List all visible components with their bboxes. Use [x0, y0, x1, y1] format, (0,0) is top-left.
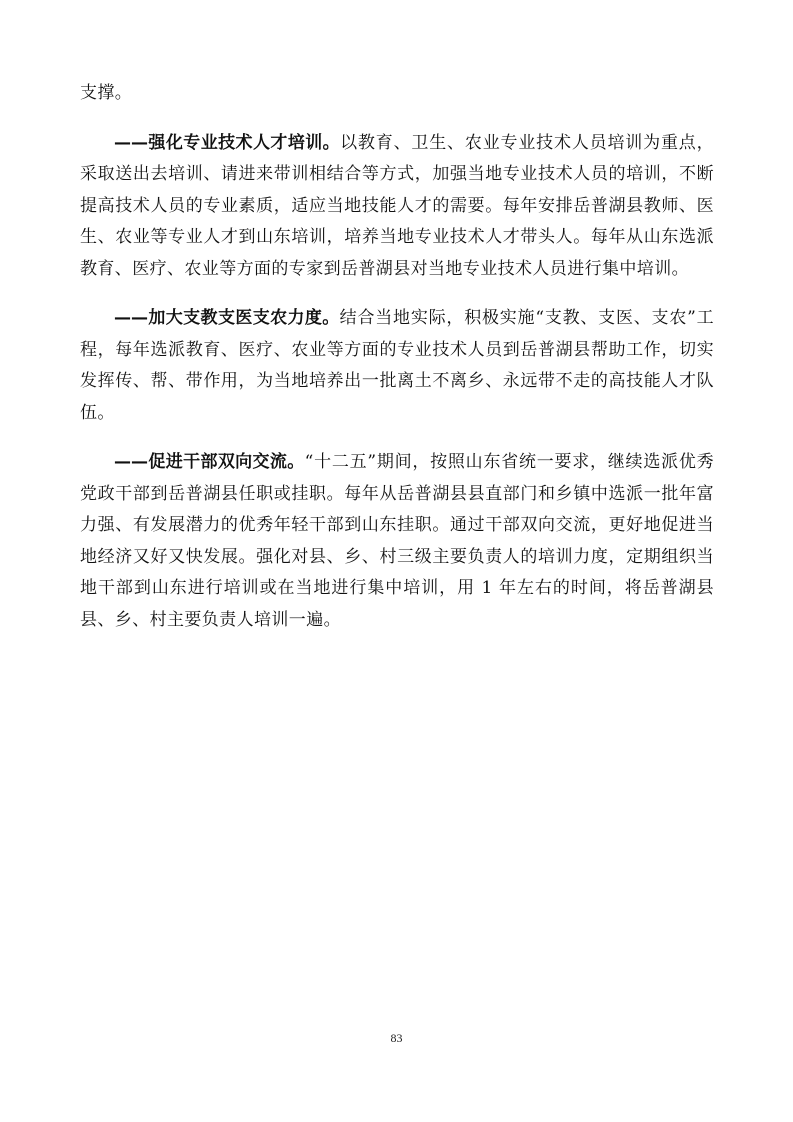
section-heading: ——加大支教支医支农力度。 [114, 308, 340, 328]
section-heading: ——促进干部双向交流。 [114, 452, 305, 472]
document-body [80, 78, 714, 654]
page-number: 83 [390, 1031, 403, 1045]
section-cadre-exchange [80, 447, 714, 636]
section-body: “十二五”期间，按照山东省统一要求，继续选派优秀党政干部到岳普湖县任职或挂职。每年从岳普湖县县直部门和乡镇中选派一批年富力强、有发展潜力的优秀年轻干部到山东挂职。通过干部双向交流，更好地促进当地经济又好又快发展。强化对县、乡、村三级主要负责人的培训力度，定期组织当地干部到山东进行培训或在当地进行集中培训，用 1 年左右的时间，将岳普湖县县、乡、村主要负责人培训一遍。 [80, 452, 715, 630]
continuation-paragraph: 支撑。 [80, 83, 133, 103]
section-support-education-medical-agriculture [80, 303, 714, 429]
section-talent-training [80, 128, 714, 286]
section-heading: ——强化专业技术人才培训。 [114, 132, 341, 153]
section-body: 结合当地实际，积极实施“支教、支医、支农”工程，每年选派教育、医疗、农业等方面的专业技术人员到岳普湖县帮助工作，切实发挥传、帮、带作用，为当地培养出一批离土不离乡、永远带不走的高技能人才队伍。 [80, 308, 715, 423]
section-body: 以教育、卫生、农业专业技术人员培训为重点，采取送出去培训、请进来带训相结合等方式，加强当地专业技术人员的培训，不断提高技术人员的专业素质，适应当地技能人才的需要。每年安排岳普湖县教师、医生、农业等专业人才到山东培训，培养当地专业技术人才带头人。每年从山东选派教育、医疗、农业等方面的专家到岳普湖县对当地专业技术人员进行集中培训。 [80, 132, 715, 279]
